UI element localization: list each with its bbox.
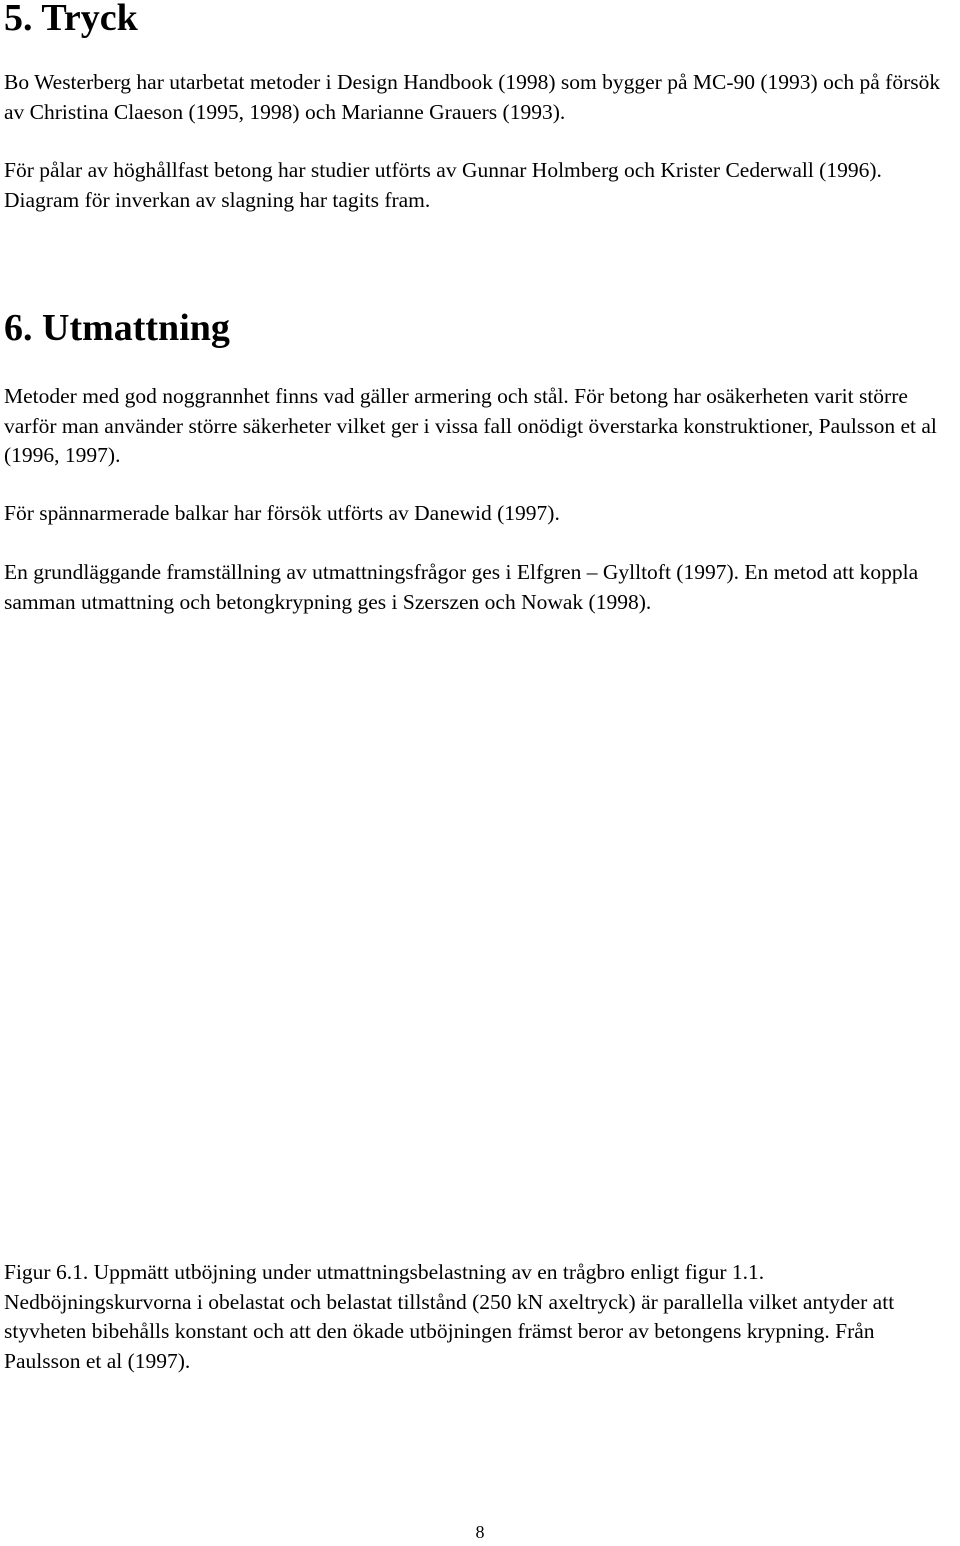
paragraph-utmattning-2: För spännarmerade balkar har försök utförts av Danewid (1997). [4, 501, 560, 525]
section-heading-utmattning: 6. Utmattning [4, 307, 230, 349]
figure-placeholder [0, 640, 960, 1250]
page-number: 8 [475, 1522, 485, 1542]
figure-caption: Figur 6.1. Uppmätt utböjning under utmattningsbelastning av en trågbro enligt figur 1.1. Nedböjningskurvorna i obelastat och belastat tillstånd (250 kN axeltryck) är parallella vilket antyder att styvheten bibehålls konstant och att den ökade utböjningen främst beror av betongens krypning. Från Paulsson et al (1997). [4, 1260, 895, 1373]
section-heading-tryck: 5. Tryck [4, 0, 138, 39]
paragraph-utmattning-3: En grundläggande framställning av utmattningsfrågor ges i Elfgren – Gylltoft (1997). En metod att koppla samman utmattning och betongkrypning ges i Szerszen och Nowak (1998). [4, 560, 919, 614]
paragraph-utmattning-1: Metoder med god noggrannhet finns vad gäller armering och stål. För betong har osäkerheten varit större varför man använder större säkerheter vilket ger i vissa fall onödigt överstarka konstruktioner, Paulsson et al (1996, 1997). [4, 384, 937, 467]
paragraph-tryck-1: Bo Westerberg har utarbetat metoder i Design Handbook (1998) som bygger på MC-90 (1993) och på försök av Christina Claeson (1995, 1998) och Marianne Grauers (1993). [4, 70, 941, 124]
paragraph-tryck-2: För pålar av höghållfast betong har studier utförts av Gunnar Holmberg och Krister Cederwall (1996). Diagram för inverkan av slagning har tagits fram. [4, 158, 882, 212]
